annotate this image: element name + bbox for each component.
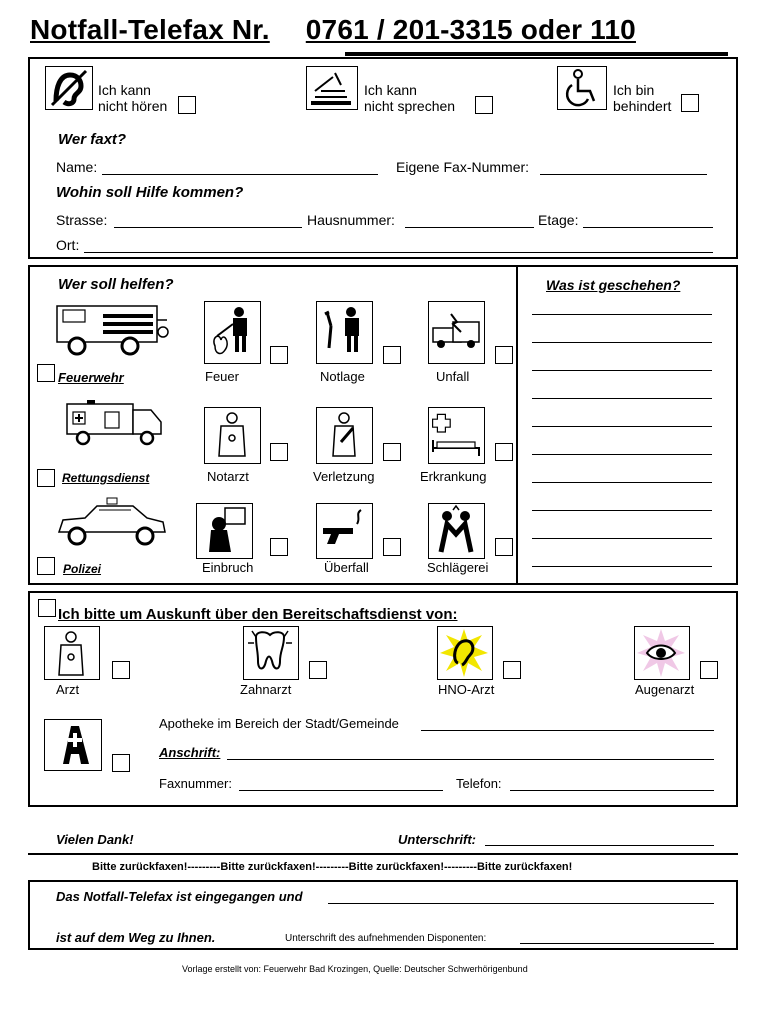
illness-icon: [428, 407, 485, 464]
ambulance-checkbox[interactable]: [37, 469, 55, 487]
deaf-icon: [45, 66, 93, 110]
emergency-doctor-label: Notarzt: [207, 469, 249, 484]
burglary-label: Einbruch: [202, 560, 254, 575]
phone-label: Telefon:: [456, 776, 502, 791]
injury-label: Verletzung: [313, 469, 375, 484]
dentist-checkbox[interactable]: [309, 661, 327, 679]
address-label: Anschrift:: [159, 745, 221, 760]
burglary-icon: [196, 503, 253, 559]
mute-label: [364, 82, 455, 114]
deaf-checkbox[interactable]: [178, 96, 196, 114]
disabled-checkbox[interactable]: [681, 94, 699, 112]
mute-label-line2: nicht sprechen: [364, 98, 456, 114]
wheelchair-icon: [557, 66, 607, 110]
mute-label-line1: Ich kann: [364, 82, 417, 98]
fax-number-field[interactable]: [239, 790, 443, 791]
injury-checkbox[interactable]: [383, 443, 401, 461]
fire-checkbox[interactable]: [270, 346, 288, 364]
ent-doctor-checkbox[interactable]: [503, 661, 521, 679]
what-happened-lines[interactable]: [532, 301, 712, 567]
fax-number-label: Faxnummer:: [159, 776, 232, 791]
pharmacy-icon: [44, 719, 102, 771]
brawl-icon: [428, 503, 485, 559]
eye-doctor-checkbox[interactable]: [700, 661, 718, 679]
signature-label: Unterschrift:: [398, 832, 477, 847]
street-label: Strasse:: [56, 212, 108, 228]
doctor-label: Arzt: [56, 682, 80, 697]
address-field[interactable]: [227, 759, 714, 760]
title-underline-bar: [345, 52, 728, 56]
accident-label: Unfall: [436, 369, 470, 384]
mute-checkbox[interactable]: [475, 96, 493, 114]
who-faxes-heading: Wer faxt?: [58, 131, 127, 148]
info-request-checkbox[interactable]: [38, 599, 56, 617]
eye-doctor-label: Augenarzt: [635, 682, 695, 697]
ambulance-icon: [63, 398, 167, 448]
own-fax-label: Eigene Fax-Nummer:: [396, 159, 530, 175]
police-checkbox[interactable]: [37, 557, 55, 575]
floor-field[interactable]: [583, 227, 713, 228]
burglary-checkbox[interactable]: [270, 538, 288, 556]
brawl-checkbox[interactable]: [495, 538, 513, 556]
deaf-label: [98, 82, 167, 114]
robbery-checkbox[interactable]: [383, 538, 401, 556]
police-label: Polizei: [63, 562, 102, 576]
illness-label: Erkrankung: [420, 469, 487, 484]
disabled-label: [613, 82, 671, 114]
name-label: Name:: [56, 159, 98, 175]
emergency-label: Notlage: [320, 369, 365, 384]
city-field[interactable]: [84, 252, 713, 253]
emergency-doctor-checkbox[interactable]: [270, 443, 288, 461]
who-help-heading: Wer soll helfen?: [58, 276, 174, 293]
fire-label: Feuer: [205, 369, 239, 384]
mute-icon: [306, 66, 358, 110]
pharmacy-field[interactable]: [421, 730, 714, 731]
disabled-label-line2: behindert: [613, 98, 672, 114]
received-field[interactable]: [328, 903, 714, 904]
dispatcher-signature-label: Unterschrift des aufnehmenden Disponenten:: [285, 933, 487, 944]
eye-doctor-icon: [634, 626, 690, 680]
robbery-icon: [316, 503, 373, 559]
name-field[interactable]: [102, 174, 378, 175]
ent-doctor-label: HNO-Arzt: [438, 682, 495, 697]
pharmacy-checkbox[interactable]: [112, 754, 130, 772]
info-request-heading: Ich bitte um Auskunft über den Bereitschaftsdienst von:: [58, 606, 458, 623]
fire-service-label: Feuerwehr: [58, 370, 124, 385]
on-the-way-text: ist auf dem Weg zu Ihnen.: [56, 930, 216, 945]
info-section: [28, 591, 738, 807]
fire-truck-icon: [55, 298, 170, 358]
doctor-checkbox[interactable]: [112, 661, 130, 679]
illness-checkbox[interactable]: [495, 443, 513, 461]
help-divider: [516, 266, 518, 584]
city-label: Ort:: [56, 237, 80, 253]
dentist-icon: [243, 626, 299, 680]
footer-divider: [28, 853, 738, 855]
house-number-label: Hausnummer:: [307, 212, 395, 228]
brawl-label: Schlägerei: [427, 560, 489, 575]
street-field[interactable]: [114, 227, 302, 228]
disabled-label-line1: Ich bin: [613, 82, 655, 98]
pharmacy-label: Apotheke im Bereich der Stadt/Gemeinde: [159, 716, 399, 731]
fire-service-checkbox[interactable]: [37, 364, 55, 382]
ambulance-label: Rettungsdienst: [62, 471, 150, 485]
phone-field[interactable]: [510, 790, 714, 791]
emergency-icon: [316, 301, 373, 364]
floor-label: Etage:: [538, 212, 579, 228]
signature-field[interactable]: [485, 845, 714, 846]
injury-icon: [316, 407, 373, 464]
deaf-label-line2: nicht hören: [98, 98, 168, 114]
ent-doctor-icon: [437, 626, 493, 680]
what-happened-heading: Was ist geschehen?: [546, 277, 681, 293]
house-number-field[interactable]: [405, 227, 534, 228]
accident-icon: [428, 301, 485, 364]
page-title: [30, 14, 636, 46]
police-car-icon: [55, 494, 170, 550]
fire-icon: [204, 301, 261, 364]
where-help-heading: Wohin soll Hilfe kommen?: [56, 184, 244, 201]
title-text: Notfall-Telefax Nr.: [30, 14, 270, 45]
accident-checkbox[interactable]: [495, 346, 513, 364]
emergency-doctor-icon: [204, 407, 261, 464]
own-fax-field[interactable]: [540, 174, 707, 175]
dispatcher-signature-field[interactable]: [520, 943, 714, 944]
deaf-label-line1: Ich kann: [98, 82, 151, 98]
fax-back-notice: Bitte zurückfaxen!---------Bitte zurückfaxen!---------Bitte zurückfaxen!---------Bitte zurückfaxen!: [92, 861, 573, 873]
fax-number: 0761 / 201-3315 oder 110: [305, 14, 636, 45]
dentist-label: Zahnarzt: [240, 682, 292, 697]
robbery-label: Überfall: [324, 560, 369, 575]
received-text: Das Notfall-Telefax ist eingegangen und: [56, 889, 303, 904]
thanks-text: Vielen Dank!: [56, 832, 134, 847]
credit-text: Vorlage erstellt von: Feuerwehr Bad Krozingen, Quelle: Deutscher Schwerhörigenbund: [182, 964, 528, 974]
doctor-icon: [44, 626, 100, 680]
emergency-checkbox[interactable]: [383, 346, 401, 364]
